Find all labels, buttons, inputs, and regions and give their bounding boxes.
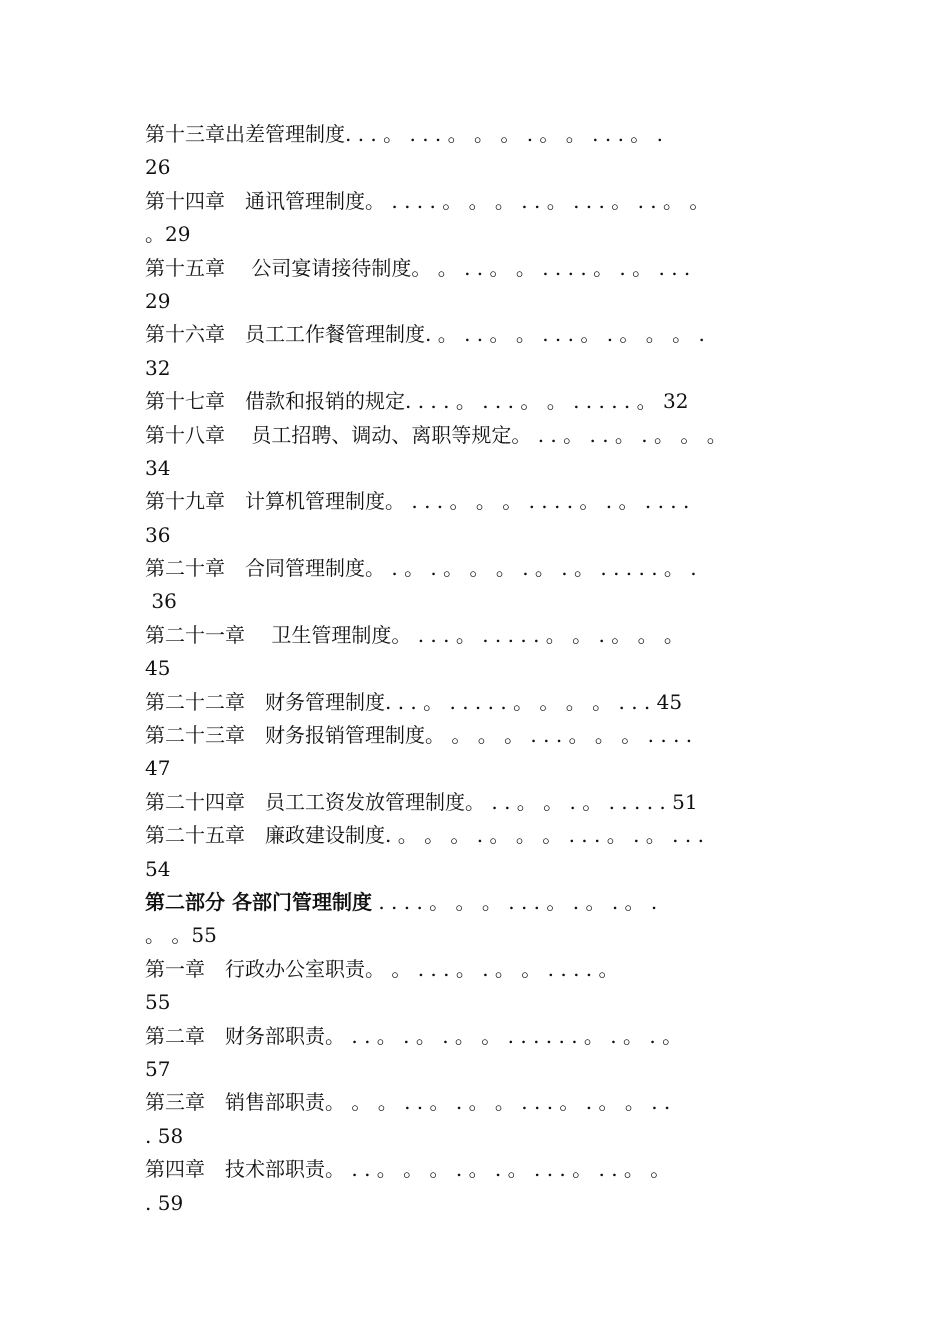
toc-line: 第一章 行政办公室职责。 。 . . . 。 . 。 。 . . . . 。 <box>145 956 619 981</box>
toc-line: 第十七章 借款和报销的规定. . . . 。 . . . 。 。 . . . . . 。 32 <box>145 389 689 414</box>
toc-line: 第十三章出差管理制度. . . 。 . . . 。 。 。 . 。 。 . . . 。 . <box>145 122 664 146</box>
toc-line: 第二十五章 廉政建设制度. 。 。 。 . 。 。 。 . . . 。 . 。 . . . <box>145 823 704 848</box>
toc-line: 第三章 销售部职责。 。 。 . . 。 . 。 。 . . . 。 . 。 。 . . <box>145 1090 671 1115</box>
toc-page-number: 36 <box>145 589 177 614</box>
toc-page-number: 。29 <box>145 222 191 247</box>
toc-line: 第十六章 员工工作餐管理制度. 。 . . 。 。 . . . 。 . 。 。 。 . <box>145 322 705 347</box>
toc-line: 第二十二章 财务管理制度. . . 。 . . . . . 。 。 。 。 . . . 45 <box>145 689 683 714</box>
toc-line: 第二章 财务部职责。 . . 。 . 。 . 。 。 . . . . . . 。 . 。 . 。 <box>145 1023 683 1048</box>
toc-page-number: 。 。55 <box>145 923 217 948</box>
table-of-contents <box>145 118 825 1220</box>
toc-section-heading: 第二部分 各部门管理制度 . . . . 。 。 。 . . . 。 . 。 . 。 . <box>145 889 658 914</box>
toc-page-number: 32 <box>145 355 171 380</box>
toc-page-number: 55 <box>145 990 171 1015</box>
toc-line: 第二十三章 财务报销管理制度。 。 。 。 . . . 。 。 。 . . . . <box>145 723 693 748</box>
toc-line: 第十八章 员工招聘、调动、离职等规定。 . . 。 . . 。 . 。 。 。 <box>145 422 727 447</box>
toc-page-number: . 58 <box>145 1123 184 1148</box>
toc-line: 第十九章 计算机管理制度。 . . . 。 。 。 . . . . 。 . 。 . . . . <box>145 489 690 514</box>
toc-page-number: 57 <box>145 1056 171 1081</box>
section-title: 第二部分 各部门管理制度 <box>145 889 372 914</box>
toc-page-number: 36 <box>145 522 171 547</box>
toc-page-number: . 59 <box>145 1190 184 1215</box>
toc-page-number: 26 <box>145 155 171 180</box>
toc-line: 第二十章 合同管理制度。 . 。 . 。 。 。 . 。 . 。 . . . . . 。 . <box>145 556 697 581</box>
toc-line: 第二十四章 员工工资发放管理制度。 . . 。 。 . 。 . . . . . 51 <box>145 789 698 814</box>
toc-page-number: 47 <box>145 756 171 781</box>
toc-line: 第二十一章 卫生管理制度。 . . . 。 . . . . . 。 。 . 。 。 。 <box>145 622 684 647</box>
toc-page-number: 45 <box>145 656 171 681</box>
toc-line: 第十五章 公司宴请接待制度。 。 . . 。 。 . . . . 。 . 。 . . . <box>145 255 691 280</box>
toc-page-number: 29 <box>145 288 171 313</box>
toc-line: 第十四章 通讯管理制度。 . . . . 。 。 。 . . 。 . . . 。 . . 。 。 <box>145 188 710 213</box>
toc-page-number: 54 <box>145 856 171 881</box>
toc-page-number: 34 <box>145 455 171 480</box>
toc-line: 第四章 技术部职责。 . . 。 。 。 . 。 . 。 . . . 。 . . 。 。 <box>145 1157 671 1182</box>
